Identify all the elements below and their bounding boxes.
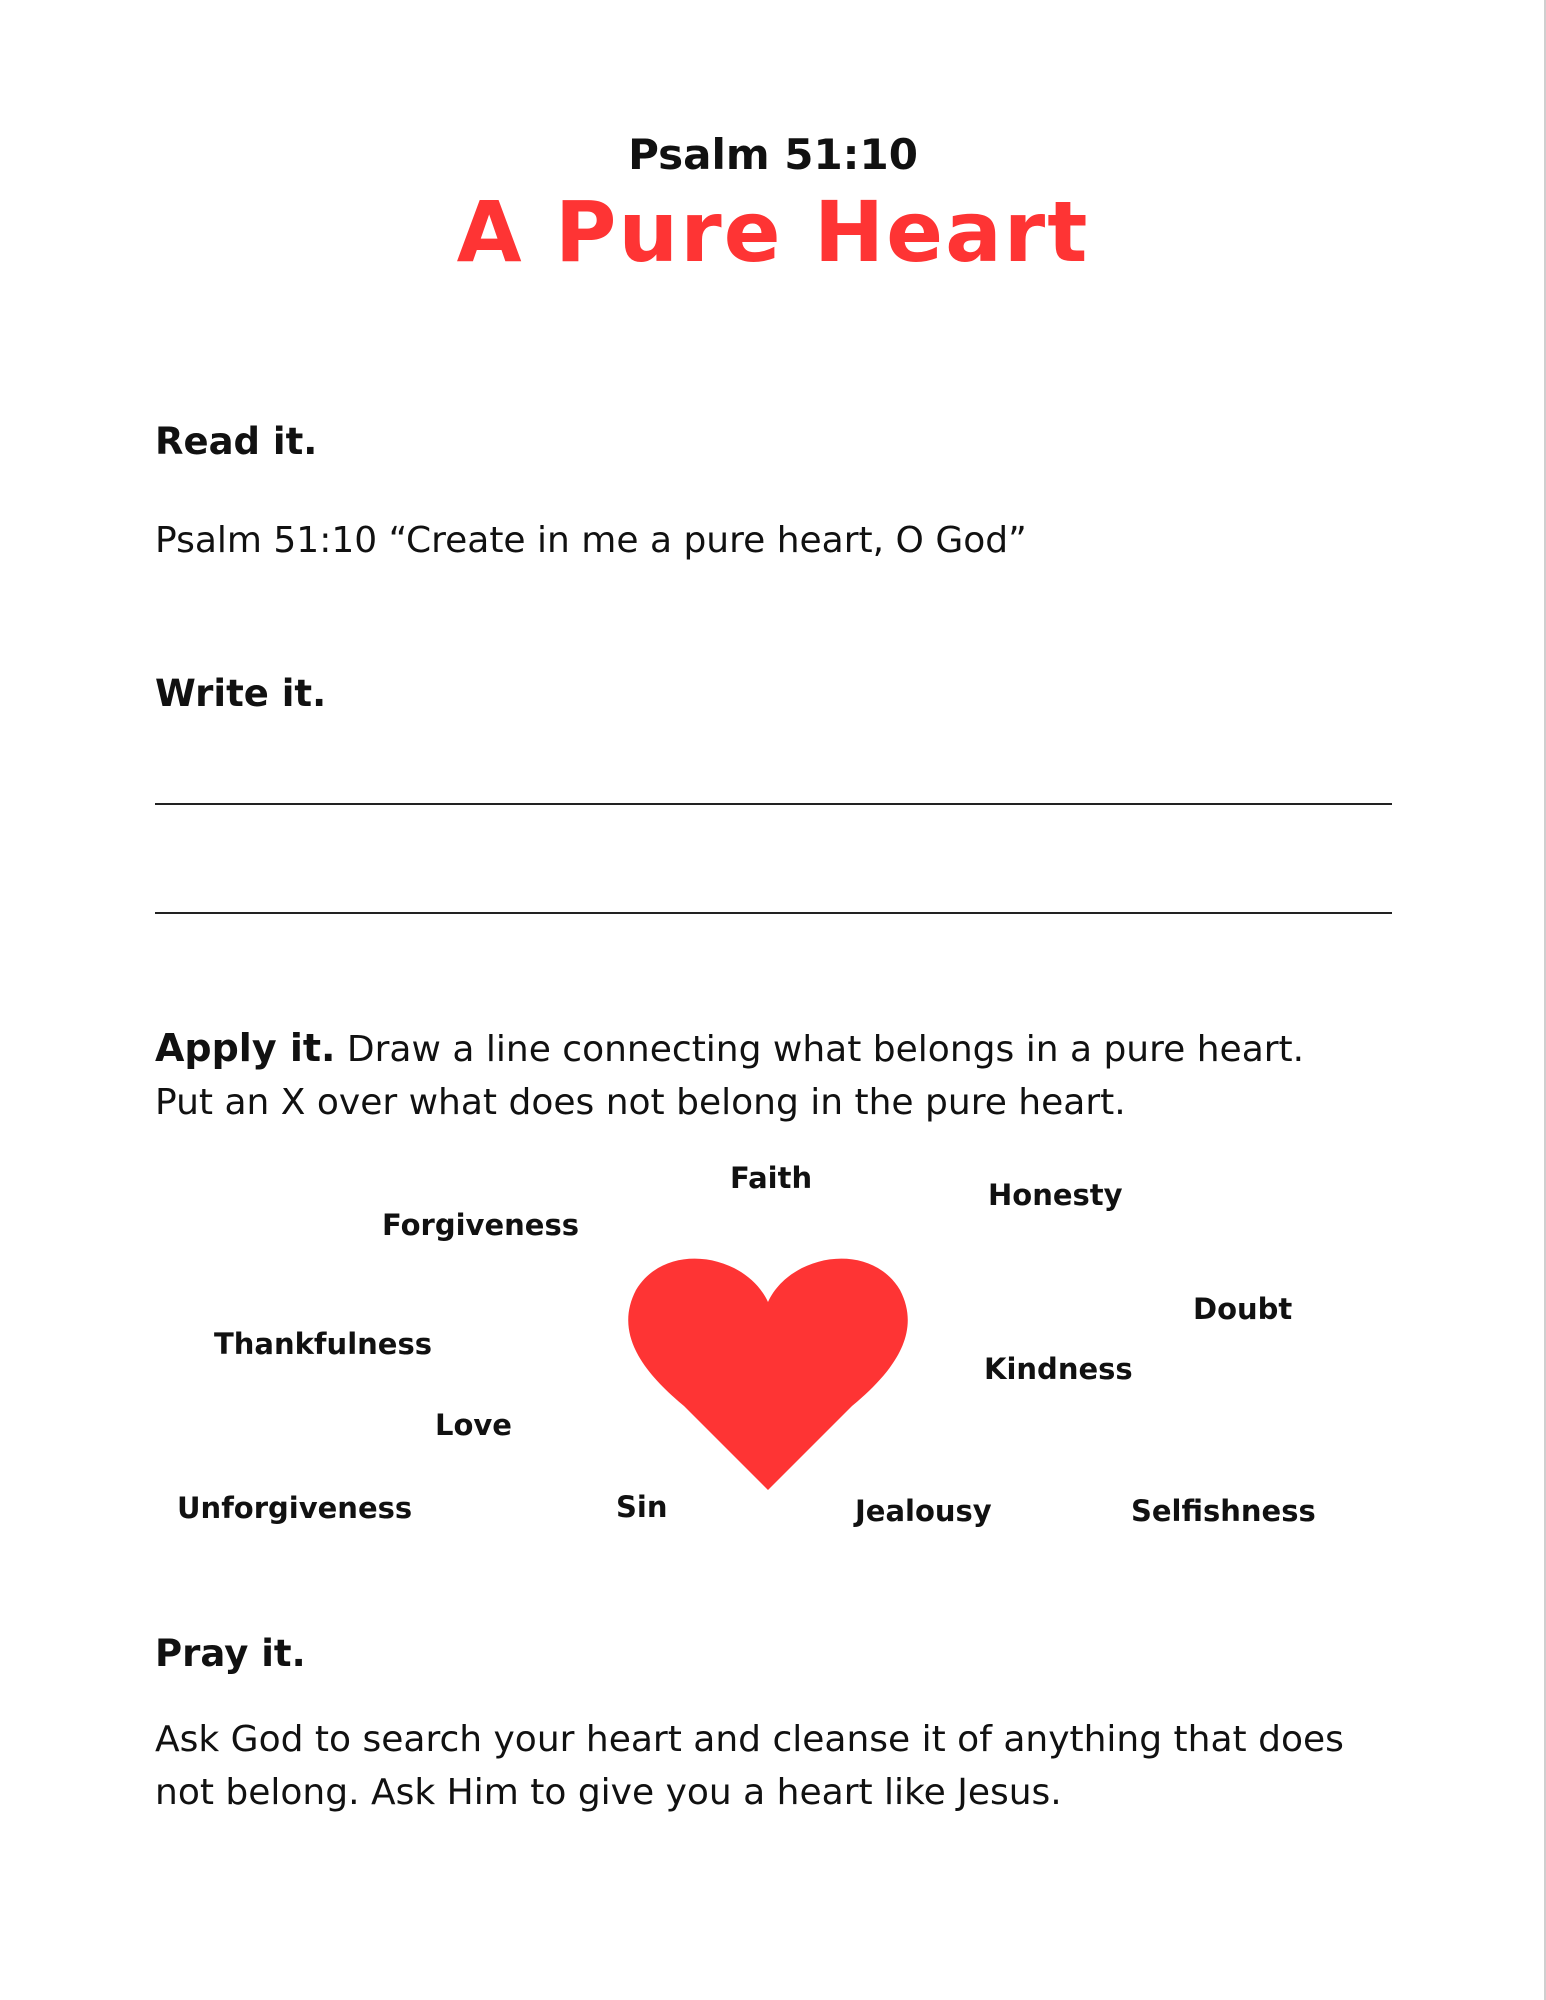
- writing-line-2[interactable]: [155, 912, 1392, 914]
- page-title: A Pure Heart: [456, 183, 1090, 281]
- apply-instruction-2: Put an X over what does not belong in the pure heart.: [155, 1082, 1126, 1123]
- word-doubt[interactable]: Doubt: [1193, 1292, 1293, 1326]
- read-heading: Read it.: [155, 420, 318, 463]
- word-honesty[interactable]: Honesty: [988, 1178, 1123, 1212]
- word-selfishness[interactable]: Selfishness: [1131, 1494, 1316, 1528]
- heart-shape: [628, 1259, 908, 1490]
- pray-text-line-1: Ask God to search your heart and cleanse it of anything that does: [155, 1719, 1344, 1760]
- pray-heading: Pray it.: [155, 1632, 306, 1675]
- write-heading: Write it.: [155, 672, 327, 715]
- pray-text-line-2: not belong. Ask Him to give you a heart like Jesus.: [155, 1772, 1062, 1813]
- apply-instructions: [155, 1022, 1415, 1129]
- apply-heading: Apply it.: [155, 1026, 336, 1070]
- word-jealousy[interactable]: Jealousy: [855, 1494, 992, 1528]
- verse-reference: Psalm 51:10: [628, 130, 918, 179]
- apply-instruction-1: Draw a line connecting what belongs in a pure heart.: [335, 1029, 1305, 1070]
- writing-line-1[interactable]: [155, 803, 1392, 805]
- word-faith[interactable]: Faith: [730, 1161, 813, 1195]
- word-love[interactable]: Love: [435, 1408, 512, 1442]
- heart-icon: [628, 1246, 908, 1490]
- word-kindness[interactable]: Kindness: [984, 1352, 1133, 1386]
- read-verse-text: Psalm 51:10 “Create in me a pure heart, O God”: [155, 520, 1027, 561]
- word-thankfulness[interactable]: Thankfulness: [214, 1327, 432, 1361]
- apply-line-1: [155, 1022, 1415, 1076]
- word-forgiveness[interactable]: Forgiveness: [382, 1208, 579, 1242]
- word-unforgiveness[interactable]: Unforgiveness: [177, 1491, 413, 1525]
- word-sin[interactable]: Sin: [616, 1490, 668, 1524]
